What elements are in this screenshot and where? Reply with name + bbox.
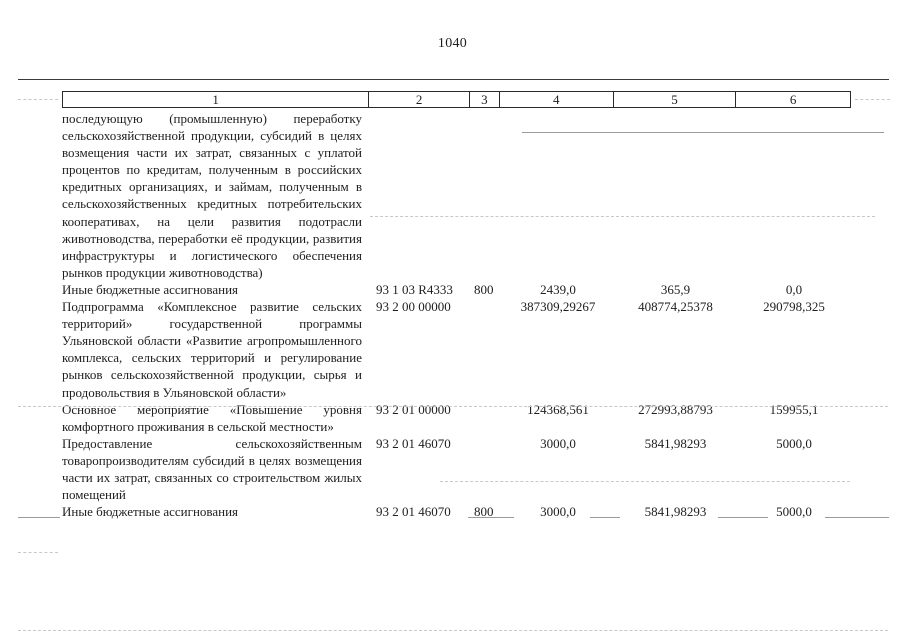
row-description: Иные бюджетные ассигнования: [62, 504, 239, 520]
row-value-5: 5841,98293: [644, 504, 707, 520]
top-rule: [18, 79, 889, 80]
row-description: последующую (промышленную) переработку сельскохозяйственной продукции, субсидий в целях возмещения части их затрат, связанных с уплатой процентов по кредитам, полученным в российских кредитных организациях, и займам, полученным в сельскохозяйственных кредитных потребительских кооперативах, на цели развития подотрасли животноводства, переработки её продукции, развития инфраструктуры и логистического обеспечения рынков продукции животноводства): [62, 111, 362, 280]
scan-artefact-line: [18, 517, 60, 518]
row-code: 93 2 00 00000: [376, 299, 451, 315]
column-header-3: 3: [470, 92, 500, 107]
row-description: Предоставление сельскохозяйственным товаропроизводителям субсидий в целях возмещения части их затрат, связанных со строительством жилых помещений: [62, 435, 362, 503]
scan-artefact-line: [718, 517, 768, 518]
table-row: [62, 110, 851, 281]
scan-artefact-line: [18, 99, 58, 100]
row-value-5: 365,9: [660, 281, 691, 297]
row-value-5: 408774,25378: [638, 299, 713, 315]
row-value-6: 5000,0: [776, 504, 812, 520]
scan-artefact-line: [440, 481, 850, 482]
row-code: 93 1 03 R4333: [376, 281, 453, 297]
scan-artefact-line: [18, 406, 888, 407]
row-type: 800: [474, 281, 494, 297]
row-value-6: 5000,0: [776, 435, 812, 451]
page-number: 1040: [437, 36, 468, 51]
row-type: 800: [474, 504, 494, 520]
row-code: 93 2 01 00000: [376, 401, 451, 417]
table-row: [62, 435, 851, 503]
column-header-2: 2: [369, 92, 470, 107]
column-header-6: 6: [789, 92, 797, 107]
row-value-4: 124368,561: [527, 401, 589, 417]
row-value-5: 272993,88793: [638, 401, 713, 417]
row-value-5: 5841,98293: [644, 435, 707, 451]
row-value-6: 159955,1: [769, 401, 819, 417]
row-value-4: 2439,0: [540, 281, 576, 297]
scan-artefact-line: [590, 517, 620, 518]
row-description: Иные бюджетные ассигнования: [62, 281, 239, 297]
row-description: Основное мероприятие «Повышение уровня комфортного проживания в сельской местности»: [62, 401, 362, 434]
scan-artefact-line: [855, 99, 890, 100]
table-row: [62, 298, 851, 401]
column-header-4: 4: [500, 92, 614, 107]
row-value-4: 3000,0: [540, 435, 576, 451]
row-value-6: 0,0: [785, 281, 803, 297]
row-value-6: 290798,325: [763, 299, 825, 315]
scan-artefact-line: [18, 552, 58, 553]
table-body: [62, 110, 851, 520]
row-description: Подпрограмма «Комплексное развитие сельских территорий» государственной программы Ульяновской области «Развитие агропромышленного комплекса, сельских территорий и регулирование рынков сельскохозяйственной продукции, сырья и продовольствия в Ульяновской области»: [62, 299, 362, 400]
row-code: 93 2 01 46070: [376, 504, 451, 520]
scan-artefact-line: [370, 216, 875, 217]
column-header-5: 5: [614, 92, 737, 107]
scan-artefact-line: [18, 630, 888, 631]
scan-artefact-line: [468, 517, 514, 518]
row-code: 93 2 01 46070: [376, 435, 451, 451]
column-header-1: 1: [63, 92, 369, 107]
table-row: [62, 281, 851, 298]
row-value-4: 387309,29267: [520, 299, 596, 315]
row-value-4: 3000,0: [540, 504, 576, 520]
scan-artefact-line: [825, 517, 889, 518]
scan-artefact-line: [522, 132, 884, 133]
table-header-row: [62, 91, 851, 108]
